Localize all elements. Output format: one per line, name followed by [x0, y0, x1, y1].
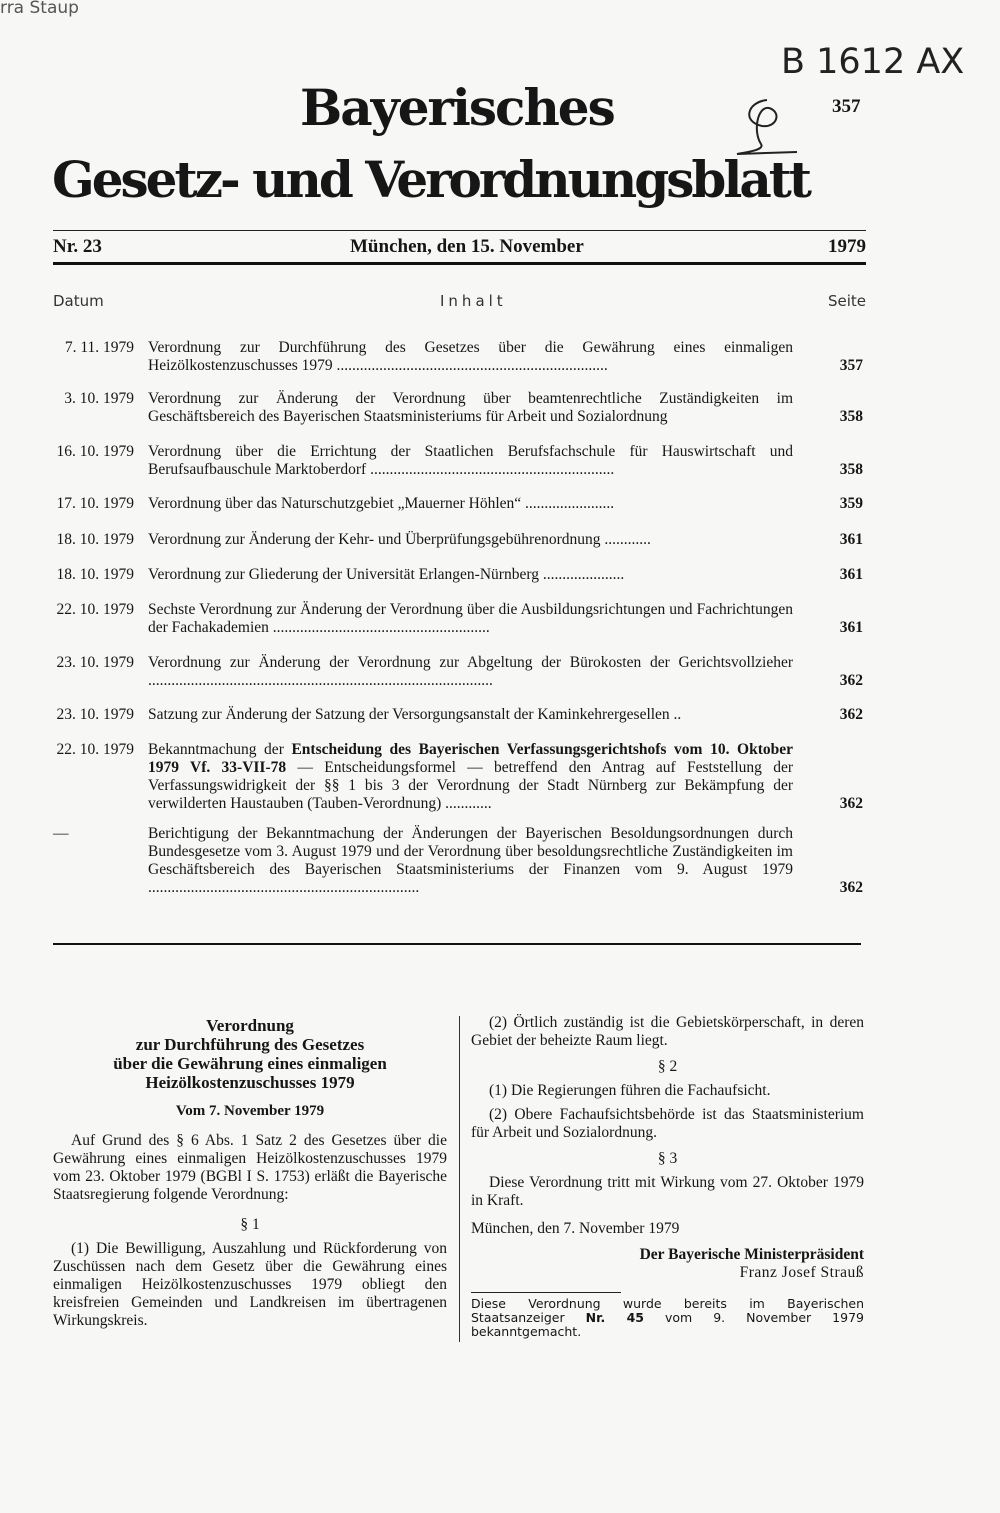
section-paragraph: (1) Die Bewilligung, Auszahlung und Rückforderung von Zuschüssen nach dem Gesetz über die Gewährung eines einmaligen Heizölkostenzuschusses 1979 obliegt den kreisfreien Gemeinden und Landkreisen im übertragenen Wirkungskreis.	[53, 1240, 447, 1329]
contents-entry	[0, 654, 1000, 690]
signer-title: Der Bayerische Ministerpräsident	[639, 1246, 864, 1263]
entry-page: 361	[839, 531, 863, 548]
section-paragraph: (2) Örtlich zuständig ist die Gebietskörperschaft, in deren Gebiet der beheizte Raum liegt.	[471, 1014, 864, 1049]
entry-page: 362	[839, 706, 863, 723]
handwritten-note: rra Staup	[0, 0, 79, 18]
contents-entry	[0, 443, 1000, 479]
entry-date: 7. 11. 1979	[64, 339, 134, 356]
issue-line	[53, 236, 866, 260]
contents-entry	[0, 706, 1000, 724]
contents-entry	[0, 566, 1000, 584]
entry-page: 362	[839, 879, 863, 896]
contents-bottom-rule	[53, 943, 861, 945]
entry-page: 361	[839, 566, 863, 583]
entry-title: Verordnung über die Errichtung der Staatlichen Berufsfachschule für Hauswirtschaft und Berufsaufbauschule Marktoberdorf ...............................................................	[148, 443, 793, 478]
entry-page: 362	[839, 795, 863, 812]
entry-date: 3. 10. 1979	[64, 390, 134, 407]
footnote: Diese Verordnung wurde bereits im Bayerischen Staatsanzeiger Nr. 45 vom 9. November 1979 bekanntgemacht.	[471, 1296, 864, 1339]
archive-stamp: B 1612 AX	[781, 42, 965, 82]
contents-entry	[0, 741, 1000, 813]
entry-title: Verordnung zur Änderung der Verordnung über beamtenrechtliche Zuständigkeiten im Geschäftsbereich des Bayerischen Staatsministeriums für Arbeit und Sozialordnung	[148, 390, 793, 425]
contents-entry	[0, 495, 1000, 513]
contents-date-heading: Datum	[53, 292, 104, 310]
entry-page: 359	[839, 495, 863, 512]
contents-entry	[0, 601, 1000, 637]
contents-entry	[0, 825, 1000, 897]
contents-entry	[0, 531, 1000, 549]
entry-date: 22. 10. 1979	[56, 601, 134, 618]
article-preamble: Auf Grund des § 6 Abs. 1 Satz 2 des Gesetzes über die Gewährung eines einmaligen Heizölkostenzuschusses 1979 vom 23. Oktober 1979 (BGBl I S. 1753) erläßt die Bayerische Staatsregierung folgende Verordnung:	[53, 1132, 447, 1203]
section-heading: § 3	[657, 1150, 678, 1167]
issue-number: Nr. 23	[53, 236, 102, 257]
contents-page-heading: Seite	[827, 292, 866, 310]
entry-date: 23. 10. 1979	[56, 654, 134, 671]
section-paragraph: (2) Obere Fachaufsichtsbehörde ist das Staatsministerium für Arbeit und Sozialordnung.	[471, 1106, 864, 1141]
entry-title: Sechste Verordnung zur Änderung der Verordnung über die Ausbildungsrichtungen und Fachrichtungen der Fachakademien ........................................................	[148, 601, 793, 636]
entry-date: 23. 10. 1979	[56, 706, 134, 723]
contents-header	[53, 292, 866, 312]
entry-title: Verordnung zur Änderung der Kehr- und Überprüfungsgebührenordnung ............	[148, 531, 651, 548]
entry-title: Berichtigung der Bekanntmachung der Änderungen der Bayerischen Besoldungsordnungen durch Bundesgesetze vom 3. August 1979 und der Verordnung über besoldungsrechtliche Zuständigkeiten im Geschäftsbereich des Bayerischen Staatsministeriums der Finanzen vom 9. August 1979 ......................................................................	[148, 825, 793, 896]
entry-date: 18. 10. 1979	[56, 566, 134, 583]
entry-title: Satzung zur Änderung der Satzung der Versorgungsanstalt der Kaminkehrergesellen ..	[148, 706, 682, 723]
footnote-rule	[471, 1292, 621, 1293]
masthead-title-line1: Bayerisches	[300, 78, 614, 137]
header-rule-thin	[53, 230, 866, 231]
entry-page: 362	[839, 672, 863, 689]
article-left-column	[53, 1016, 447, 1330]
contents-heading: Inhalt	[440, 292, 507, 310]
signer-name: Franz Josef Strauß	[739, 1264, 864, 1281]
issue-place-date: München, den 15. November	[350, 236, 584, 257]
entry-title: Verordnung zur Gliederung der Universität Erlangen-Nürnberg .....................	[148, 566, 625, 583]
entry-page: 357	[839, 357, 863, 374]
entry-date: 22. 10. 1979	[56, 741, 134, 758]
entry-title-bold: Entscheidung des Bayerischen Verfassungsgerichtshofs vom 10. Oktober 1979 Vf. 33-VII-78	[148, 741, 793, 776]
header-rule-thick	[53, 262, 866, 265]
section-paragraph: (1) Die Regierungen führen die Fachaufsicht.	[489, 1082, 771, 1099]
entry-date: 17. 10. 1979	[56, 495, 134, 512]
issue-year: 1979	[828, 236, 866, 257]
entry-date: 18. 10. 1979	[56, 531, 134, 548]
contents-entry	[0, 339, 1000, 375]
article-title: Verordnung zur Durchführung des Gesetzes über die Gewährung eines einmaligen Heizölkostenzuschusses 1979	[113, 1016, 387, 1092]
masthead-title-line2: Gesetz- und Verordnungsblatt	[52, 150, 809, 209]
article-right-column	[471, 1014, 864, 1339]
entry-title: Verordnung zur Änderung der Verordnung zur Abgeltung der Bürokosten der Gerichtsvollzieher .........................................................................................	[148, 654, 793, 689]
section-heading: § 1	[240, 1216, 260, 1233]
entry-page: 361	[839, 619, 863, 636]
entry-page: 358	[839, 461, 863, 478]
section-heading: § 2	[657, 1058, 678, 1075]
entry-title: Bekanntmachung der Entscheidung des Bayerischen Verfassungsgerichtshofs vom 10. Oktober 1979 Vf. 33-VII-78 — Entscheidungsformel — betreffend den Antrag auf Feststellung der Verfassungswidrigkeit der §§ 1 bis 3 der Verordnung der Stadt Nürnberg zur Bekämpfung der verwilderten Haustauben (Tauben-Verordnung) ............	[148, 741, 794, 812]
entry-page: 358	[839, 408, 863, 425]
place-date: München, den 7. November 1979	[471, 1220, 680, 1237]
entry-title: Verordnung zur Durchführung des Gesetzes über die Gewährung eines einmaligen Heizölkostenzuschusses 1979 ......................................................................	[148, 339, 793, 374]
article-date: Vom 7. November 1979	[175, 1103, 325, 1119]
contents-entry	[0, 390, 1000, 426]
column-divider	[459, 1016, 460, 1342]
page-number: 357	[832, 96, 861, 117]
entry-date: 16. 10. 1979	[56, 443, 134, 460]
section-paragraph: Diese Verordnung tritt mit Wirkung vom 27. Oktober 1979 in Kraft.	[471, 1174, 864, 1209]
entry-date: —	[53, 825, 69, 842]
entry-title: Verordnung über das Naturschutzgebiet „Mauerner Höhlen“ .......................	[148, 495, 615, 512]
